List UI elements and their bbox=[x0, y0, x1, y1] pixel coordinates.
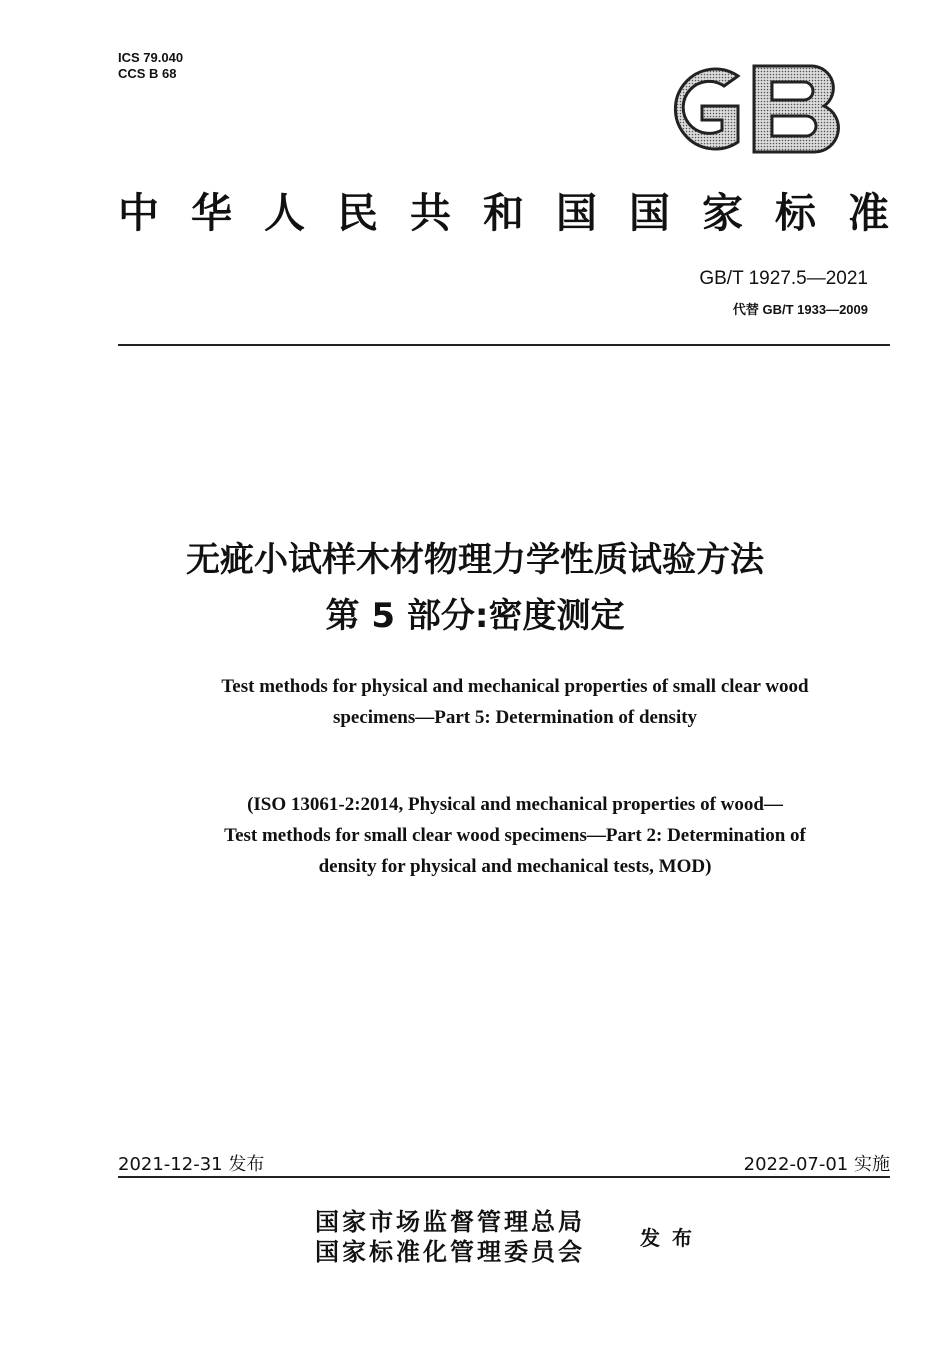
header-divider bbox=[118, 344, 890, 346]
issuer-line-2: 国家标准化管理委员会 bbox=[315, 1237, 585, 1266]
standard-number: GB/T 1927.5—2021 bbox=[699, 268, 868, 289]
ccs-code: CCS B 68 bbox=[118, 66, 177, 81]
iso-reference-line-3: density for physical and mechanical tests, MOD) bbox=[318, 856, 712, 877]
iso-reference-line-2: Test methods for small clear wood specimens—Part 2: Determination of bbox=[224, 825, 806, 846]
chinese-title-line-2: 第 5 部分:密度测定 bbox=[325, 596, 625, 636]
chinese-title-line-1: 无疵小试样木材物理力学性质试验方法 bbox=[186, 540, 764, 580]
footer-divider bbox=[118, 1176, 890, 1178]
english-title-line-1: Test methods for physical and mechanical properties of small clear wood bbox=[221, 676, 809, 697]
iso-reference-line-1: (ISO 13061-2:2014, Physical and mechanical properties of wood— bbox=[247, 794, 783, 815]
national-standard-title: 中华人民共和国国家标准 bbox=[118, 189, 893, 237]
issuer-line-1: 国家市场监督管理总局 bbox=[315, 1207, 585, 1236]
issue-date: 2021-12-31 发布 bbox=[118, 1154, 265, 1175]
ics-code: ICS 79.040 bbox=[118, 50, 184, 65]
publish-label: 发布 bbox=[640, 1226, 704, 1250]
gb-logo-icon bbox=[652, 58, 840, 160]
english-title-line-2: specimens—Part 5: Determination of density bbox=[332, 707, 698, 728]
effective-date: 2022-07-01 实施 bbox=[743, 1154, 890, 1175]
replaces-standard: 代替 GB/T 1933—2009 bbox=[732, 302, 868, 317]
classification-codes bbox=[118, 50, 183, 82]
